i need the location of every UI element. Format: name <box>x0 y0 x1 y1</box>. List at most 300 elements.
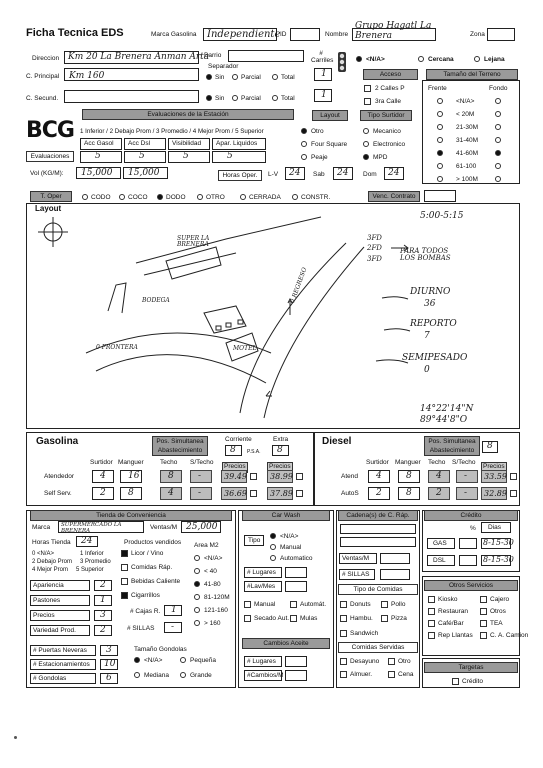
surtidor-opt-label-1: Electronico <box>373 141 406 148</box>
evaluaciones-header: Evaluaciones de la Estación <box>82 109 294 120</box>
gas-atendedor-value-3: - <box>198 471 202 481</box>
fondo-radio-4[interactable] <box>495 150 501 156</box>
csecund-parcial-radio[interactable] <box>232 95 238 101</box>
horas-dom-field[interactable] <box>384 167 404 180</box>
sketch-regreso: 0 REGRESO <box>289 266 309 305</box>
precios-label: Precios <box>33 612 55 619</box>
layout-radio-1[interactable] <box>301 141 307 147</box>
tienda-sillas-field[interactable] <box>164 622 182 633</box>
carwash-check-2[interactable] <box>244 615 251 622</box>
area-label-5: > 160 <box>204 620 221 627</box>
note-semipesado: SEMIPESADO <box>402 353 468 363</box>
surtidor-opt-label-2: MPD <box>373 154 388 161</box>
area-radio-2[interactable] <box>194 581 200 587</box>
gas-atendedor-field-2[interactable] <box>160 470 182 483</box>
comida-tipo-check-3[interactable] <box>381 615 388 622</box>
fondo-radio-1[interactable] <box>495 111 501 117</box>
vol-field-2[interactable] <box>123 167 168 179</box>
vol-field-1[interactable] <box>76 167 121 179</box>
sketch-super: SUPER LA BRENERA <box>177 235 210 248</box>
otros-check-0[interactable] <box>428 596 435 603</box>
comida-tipo-check-4[interactable] <box>340 630 347 637</box>
area-radio-4[interactable] <box>194 607 200 613</box>
carwash-lugares-label: # Lugares <box>247 569 276 576</box>
direccion-field[interactable] <box>64 51 210 64</box>
carwash-lugares-field[interactable] <box>285 567 307 578</box>
credito-gas-dias-field[interactable] <box>481 538 514 549</box>
cajas-field[interactable] <box>164 605 182 616</box>
tienda-ventas-field[interactable] <box>181 521 221 533</box>
fondo-radio-5[interactable] <box>495 163 501 169</box>
toper-radio-1[interactable] <box>119 194 125 200</box>
variedad-value: 2 <box>100 625 106 635</box>
area-radio-1[interactable] <box>194 568 200 574</box>
otros-label-3: Otros <box>490 608 506 615</box>
venc-contrato-field[interactable] <box>424 190 456 202</box>
variedad-label: Variedad Prod. <box>33 627 76 634</box>
traffic-light-icon <box>337 52 347 72</box>
marca-value: Independiente <box>207 29 281 40</box>
carwash-lavmes-field[interactable] <box>285 581 307 592</box>
gas-selfserv-field-3[interactable] <box>190 487 212 500</box>
pastones-field[interactable] <box>94 595 112 606</box>
cadenas-sillas-label: # SILLAS <box>342 571 370 578</box>
cprincipal-total-radio[interactable] <box>272 74 278 80</box>
cadenas-ventas-label: Ventas/M <box>342 555 370 562</box>
tienda-marca-value: SUPERMERCADO LA BRENERA <box>61 522 122 534</box>
gondola-radio-3[interactable] <box>180 672 186 678</box>
sketch-frontera: 0 FRONTERA <box>96 344 138 351</box>
dsl-autos-precio-check[interactable] <box>510 490 517 497</box>
gas-selfserv-precio-value-1: 37.89 <box>270 489 293 498</box>
gasolina-pos-label: Pos. Simultanea Abastecimiento <box>152 436 208 456</box>
carwash-header: Car Wash <box>242 510 330 521</box>
csecund-total-label: Total <box>281 95 295 102</box>
producto-check-2[interactable] <box>121 578 128 585</box>
tienda-header: Tienda de Conveniencia <box>30 510 232 521</box>
cambios-mes-field[interactable] <box>285 670 307 681</box>
gas-col-3: S/Techo <box>190 459 214 466</box>
area-label-3: 81-120M <box>204 594 230 601</box>
puertas-label: # Puertas Neveras <box>33 647 87 654</box>
cprincipal-field[interactable] <box>64 68 199 81</box>
pastones-label-box <box>30 595 90 606</box>
dsl-autos-value-0: 2 <box>376 488 382 498</box>
gas-selfserv-precio-0[interactable] <box>221 487 247 500</box>
producto-label-3: Cigarrillos <box>131 592 160 599</box>
dsl-autos-field-2[interactable] <box>428 487 450 500</box>
marca-label: Marca Gasolina <box>151 31 197 38</box>
frente-radio-3[interactable] <box>437 137 443 143</box>
carwash-radio-0[interactable] <box>270 533 276 539</box>
extra-field[interactable] <box>272 445 289 456</box>
comida-servida-check-3[interactable] <box>388 671 395 678</box>
otros-label-5: TEA <box>490 620 503 627</box>
comida-servida-check-1[interactable] <box>388 658 395 665</box>
toper-radio-0[interactable] <box>82 194 88 200</box>
targetas-header: Targetas <box>424 662 518 673</box>
carwash-lavmes-label-box <box>244 581 282 592</box>
carwash-check-1[interactable] <box>290 601 297 608</box>
comida-servida-label-3: Cena <box>398 671 414 678</box>
gas-selfserv-precio-check-0[interactable] <box>250 490 257 497</box>
producto-label-2: Bebidas Caliente <box>131 578 181 585</box>
dsl-col-1: Manguer <box>395 459 421 466</box>
gondolas-label: # Gondolas <box>33 675 67 682</box>
tienda-scale-3: 3 Promedio <box>80 559 111 565</box>
comidas-servidas-header: Comidas Servidas <box>338 642 418 653</box>
cprincipal-parcial-radio[interactable] <box>232 74 238 80</box>
tamano-row-label-1: < 20M <box>456 111 475 118</box>
estac-label: # Estacionamientos <box>33 661 90 668</box>
dsl-autos-precio-value: 32.89 <box>484 489 507 498</box>
layout-opt-label-0: Otro <box>311 128 324 135</box>
frente-radio-2[interactable] <box>437 124 443 130</box>
gas-selfserv-field-0[interactable] <box>92 487 114 500</box>
gas-col-1: Manguer <box>118 459 144 466</box>
horas-sab-label: Sab <box>313 171 325 178</box>
gas-selfserv-value-1: 8 <box>128 488 134 498</box>
gas-selfserv-field-1[interactable] <box>120 487 142 500</box>
zona-field[interactable] <box>487 28 515 41</box>
gondola-radio-1[interactable] <box>180 657 186 663</box>
venc-contrato-label: Venc. Contrato <box>368 191 420 202</box>
cambios-lugares-label: # Lugares <box>247 658 276 665</box>
surtidor-header: Tipo Surtidor <box>360 110 412 121</box>
corriente-field[interactable] <box>225 445 242 456</box>
csecund-sin-radio[interactable] <box>206 95 212 101</box>
horas-lv-label: L-V <box>268 171 279 178</box>
gas-atendedor-precio-check-1[interactable] <box>296 473 303 480</box>
precios-value: 3 <box>100 610 106 620</box>
id-field[interactable] <box>290 28 320 41</box>
cercania-cercana-label: Cercana <box>428 56 454 63</box>
carwash-radio-2[interactable] <box>270 555 276 561</box>
variedad-field[interactable] <box>94 625 112 636</box>
carwash-lavmes-label: #Lav/Mes <box>247 583 276 590</box>
barrio-field[interactable] <box>228 50 304 62</box>
cambios-lugares-label-box <box>244 656 282 667</box>
diesel-pos-field[interactable] <box>482 441 498 453</box>
otros-check-6[interactable] <box>428 632 435 639</box>
carwash-opt-label-1: Manual <box>280 544 302 551</box>
gas-atendedor-field-1[interactable] <box>120 470 142 483</box>
cercania-na-radio[interactable] <box>356 56 362 62</box>
acceso-header: Acceso <box>363 69 418 80</box>
carwash-lugares-label-box <box>244 567 282 578</box>
vol-label: Vol (KG/M): <box>30 170 64 177</box>
comida-servida-label-0: Desayuno <box>350 658 380 665</box>
dsl-atend-precio[interactable] <box>481 470 507 483</box>
cadenas-ventas-label-box <box>339 553 377 564</box>
tienda-horas-field[interactable] <box>76 536 98 547</box>
tienda-sillas-label: # SILLAS <box>127 625 155 632</box>
gas-atendedor-precio-0[interactable] <box>221 470 247 483</box>
credito-dsl-dias-field[interactable] <box>481 555 514 566</box>
dsl-autos-field-3[interactable] <box>456 487 478 500</box>
tienda-scale-5: 5 Superior <box>76 567 104 573</box>
cprincipal-carriles-value: 1 <box>321 69 327 79</box>
cercania-lejana-label: Lejana <box>484 56 505 63</box>
acceso-3racalle-check[interactable] <box>364 98 371 105</box>
horas-lv-field[interactable] <box>285 167 305 180</box>
dsl-atend-field-1[interactable] <box>398 470 420 483</box>
dsl-autos-precio[interactable] <box>481 487 507 500</box>
nombre-value: Grupo Hagatl La Brenera <box>355 21 432 41</box>
cprincipal-sin-radio[interactable] <box>206 74 212 80</box>
eval-col-0 <box>80 138 122 150</box>
tienda-sillas-value: - <box>171 622 175 632</box>
dsl-atend-field-3[interactable] <box>456 470 478 483</box>
dsl-atend-precio-value: 33.59 <box>484 472 507 481</box>
otros-label-0: Kiosko <box>438 596 458 603</box>
cambios-mes-label-box <box>244 670 282 681</box>
carwash-check-3[interactable] <box>290 615 297 622</box>
comida-tipo-check-0[interactable] <box>340 601 347 608</box>
diesel-autos-label: AutoS <box>341 490 359 497</box>
otros-label-7: C. A. Camion <box>490 632 529 639</box>
comida-tipo-check-1[interactable] <box>381 601 388 608</box>
gondola-radio-0[interactable] <box>134 657 140 663</box>
toper-opt-label-0: CODO <box>91 194 111 201</box>
apariencia-label: Apariencia <box>33 582 64 589</box>
comida-servida-check-2[interactable] <box>340 671 347 678</box>
puertas-field[interactable] <box>100 645 118 656</box>
apariencia-field[interactable] <box>94 580 112 591</box>
tienda-marca-label: Marca <box>32 524 51 531</box>
eval-col-label-2: Visibilidad <box>172 140 202 147</box>
area-radio-5[interactable] <box>194 620 200 626</box>
cprincipal-parcial-label: Parcial <box>241 74 261 81</box>
area-label-1: < 40 <box>204 568 217 575</box>
gas-selfserv-value-2: 4 <box>168 488 174 498</box>
toper-opt-label-1: COCO <box>128 194 148 201</box>
credito-dsl-pct-field[interactable] <box>459 555 477 566</box>
layout-header: Layout <box>312 110 348 121</box>
note-2fd: 2FD <box>367 244 382 252</box>
carwash-check-0[interactable] <box>244 601 251 608</box>
frente-radio-1[interactable] <box>437 111 443 117</box>
gas-col-0: Surtidor <box>90 459 113 466</box>
gondola-radio-2[interactable] <box>134 672 140 678</box>
cadenas-sillas-field[interactable] <box>380 569 410 580</box>
note-reporto-value: 7 <box>424 331 430 341</box>
otros-check-2[interactable] <box>428 608 435 615</box>
gas-precios-label-2: Precios <box>267 462 293 473</box>
area-radio-0[interactable] <box>194 555 200 561</box>
layout-radio-2[interactable] <box>301 154 307 160</box>
toper-opt-label-2: DODO <box>166 194 186 201</box>
extra-label: Extra <box>273 436 289 443</box>
eval-value-field-3[interactable] <box>212 151 266 163</box>
producto-check-1[interactable] <box>121 564 128 571</box>
csecund-sin-label: Sin <box>215 95 225 102</box>
gas-selfserv-precio-check-1[interactable] <box>296 490 303 497</box>
scan-mark <box>14 736 17 739</box>
producto-check-0[interactable] <box>121 550 128 557</box>
dsl-autos-value-1: 8 <box>406 488 412 498</box>
eval-value-field-1[interactable] <box>124 151 166 163</box>
corriente-value: 8 <box>230 445 236 455</box>
comida-tipo-label-2: Hambu. <box>350 615 373 622</box>
eval-col-2 <box>168 138 210 150</box>
toper-opt-label-5: CONSTR. <box>301 194 331 201</box>
cadenas-ventas-field[interactable] <box>380 553 410 564</box>
cadenas-field-2[interactable] <box>340 537 416 547</box>
csecund-field[interactable] <box>64 90 199 103</box>
dsl-autos-value-3: - <box>464 488 468 498</box>
note-3fd-b: 3FD <box>367 255 382 263</box>
dsl-autos-field-1[interactable] <box>398 487 420 500</box>
gas-atendedor-precio-1[interactable] <box>267 470 293 483</box>
evaluaciones-scale: 1 Inferior / 2 Debajo Prom / 3 Promedio / 4 Mejor Prom / 5 Superior <box>80 128 264 135</box>
producto-check-3[interactable] <box>121 592 128 599</box>
otros-check-5[interactable] <box>480 620 487 627</box>
credito-pct: % <box>470 525 476 532</box>
estac-field[interactable] <box>100 659 118 670</box>
dsl-atend-field-2[interactable] <box>428 470 450 483</box>
surtidor-radio-0[interactable] <box>363 128 369 134</box>
carwash-tipo-label-box <box>244 535 264 546</box>
targetas-credito-check[interactable] <box>452 678 459 685</box>
pastones-label: Pastones <box>33 597 61 604</box>
comida-servida-check-0[interactable] <box>340 658 347 665</box>
carwash-check-label-3: Mulas <box>300 615 318 622</box>
cercania-cercana-radio[interactable] <box>418 56 424 62</box>
cprincipal-total-label: Total <box>281 74 295 81</box>
producto-label-1: Comidas Ráp. <box>131 564 173 571</box>
credito-gas-pct-field[interactable] <box>459 538 477 549</box>
eval-value-field-0[interactable] <box>80 151 122 163</box>
otros-label-4: Café/Bar <box>438 620 464 627</box>
carwash-opt-label-2: Automatico <box>280 555 313 562</box>
dsl-atend-field-0[interactable] <box>368 470 390 483</box>
otros-check-7[interactable] <box>480 632 487 639</box>
cadenas-field-1[interactable] <box>340 524 416 534</box>
nombre-field[interactable] <box>352 21 436 41</box>
csecund-carriles-value: 1 <box>321 90 327 100</box>
otros-check-3[interactable] <box>480 608 487 615</box>
gondolas-label-box <box>30 673 96 684</box>
eval-value-1: 5 <box>139 151 145 161</box>
area-label-4: 121-160 <box>204 607 228 614</box>
variedad-label-box <box>30 625 90 636</box>
gas-col-2: Techo <box>160 459 178 466</box>
fondo-radio-3[interactable] <box>495 137 501 143</box>
toper-radio-4[interactable] <box>240 194 246 200</box>
zona-label: Zona <box>470 31 485 38</box>
id-label: ID <box>280 31 287 38</box>
tamano-frente-label: Frente <box>428 85 447 92</box>
dsl-atend-precio-check[interactable] <box>510 473 517 480</box>
fondo-radio-0[interactable] <box>495 98 501 104</box>
precios-field[interactable] <box>94 610 112 621</box>
gas-atendedor-field-3[interactable] <box>190 470 212 483</box>
frente-radio-5[interactable] <box>437 163 443 169</box>
vol-value-1: 15,000 <box>81 168 113 178</box>
marca-field[interactable] <box>203 28 281 41</box>
gas-selfserv-field-2[interactable] <box>160 487 182 500</box>
csecund-total-radio[interactable] <box>272 95 278 101</box>
otros-check-4[interactable] <box>428 620 435 627</box>
cambios-lugares-field[interactable] <box>285 656 307 667</box>
acceso-2calles-check[interactable] <box>364 85 371 92</box>
direccion-label: Direccion <box>32 55 60 62</box>
surtidor-radio-2[interactable] <box>363 154 369 160</box>
tamano-fondo-label: Fondo <box>489 85 508 92</box>
cprincipal-carriles-field[interactable] <box>314 68 332 81</box>
dsl-atend-value-1: 8 <box>406 471 412 481</box>
fondo-radio-2[interactable] <box>495 124 501 130</box>
frente-radio-6[interactable] <box>437 176 443 182</box>
credito-gas-value: 8-15-30 <box>483 538 514 547</box>
otros-check-1[interactable] <box>480 596 487 603</box>
gas-selfserv-precio-value-0: 36.69 <box>224 489 247 498</box>
cercania-lejana-radio[interactable] <box>474 56 480 62</box>
selfserv-label: Self Serv. <box>44 490 72 497</box>
otros-header: Otros Servicios <box>424 580 518 591</box>
dsl-precios-label: Precios <box>481 462 507 473</box>
gas-atendedor-value-2: 8 <box>168 471 174 481</box>
diesel-title: Diesel <box>322 436 352 447</box>
tienda-marca-field[interactable] <box>58 521 144 533</box>
dsl-autos-field-0[interactable] <box>368 487 390 500</box>
carwash-opt-label-0: <N/A> <box>280 533 299 540</box>
evaluaciones-label: Evaluaciones <box>26 151 74 162</box>
credito-gas-label: GAS <box>433 540 447 547</box>
note-diurno-value: 36 <box>424 299 436 309</box>
gas-atendedor-precio-check-0[interactable] <box>250 473 257 480</box>
gas-atendedor-field-0[interactable] <box>92 470 114 483</box>
horas-sab-value: 24 <box>337 168 349 178</box>
nombre-label: Nombre <box>325 31 349 38</box>
tienda-scale-4: 4 Mejor Prom <box>32 567 69 573</box>
toper-radio-5[interactable] <box>292 194 298 200</box>
estac-value: 10 <box>104 659 116 669</box>
surtidor-radio-1[interactable] <box>363 141 369 147</box>
credito-gas-label-box <box>427 538 455 549</box>
frente-radio-4[interactable] <box>437 150 443 156</box>
acceso-2calles-label: 2 Calles P <box>375 85 405 92</box>
eval-value-field-2[interactable] <box>168 151 210 163</box>
area-radio-3[interactable] <box>194 594 200 600</box>
eval-col-1 <box>124 138 166 150</box>
dsl-col-2: Techo <box>428 459 446 466</box>
toper-radio-3[interactable] <box>197 194 203 200</box>
gondolas-field[interactable] <box>100 673 118 684</box>
dsl-col-0: Surtidor <box>366 459 389 466</box>
frente-radio-0[interactable] <box>437 98 443 104</box>
comida-tipo-label-4: Sandwich <box>350 630 379 637</box>
comida-tipo-check-2[interactable] <box>340 615 347 622</box>
toper-opt-label-3: OTRO <box>206 194 225 201</box>
otros-label-1: Cajero <box>490 596 510 603</box>
credito-dsl-value: 8-15-30 <box>483 555 514 564</box>
gas-selfserv-precio-1[interactable] <box>267 487 293 500</box>
horas-sab-field[interactable] <box>333 167 353 180</box>
bcg-logo: BCG <box>26 118 74 143</box>
layout-radio-0[interactable] <box>301 128 307 134</box>
eval-value-0: 5 <box>95 151 101 161</box>
toper-radio-2[interactable] <box>157 194 163 200</box>
area-label-0: <N/A> <box>204 555 223 562</box>
layout-opt-label-2: Peaje <box>311 154 328 161</box>
horas-header: Horas Oper. <box>218 170 262 181</box>
csecund-carriles-field[interactable] <box>314 89 332 102</box>
carwash-radio-1[interactable] <box>270 544 276 550</box>
fondo-radio-6[interactable] <box>495 176 501 182</box>
separador-label: Separador <box>208 63 239 70</box>
